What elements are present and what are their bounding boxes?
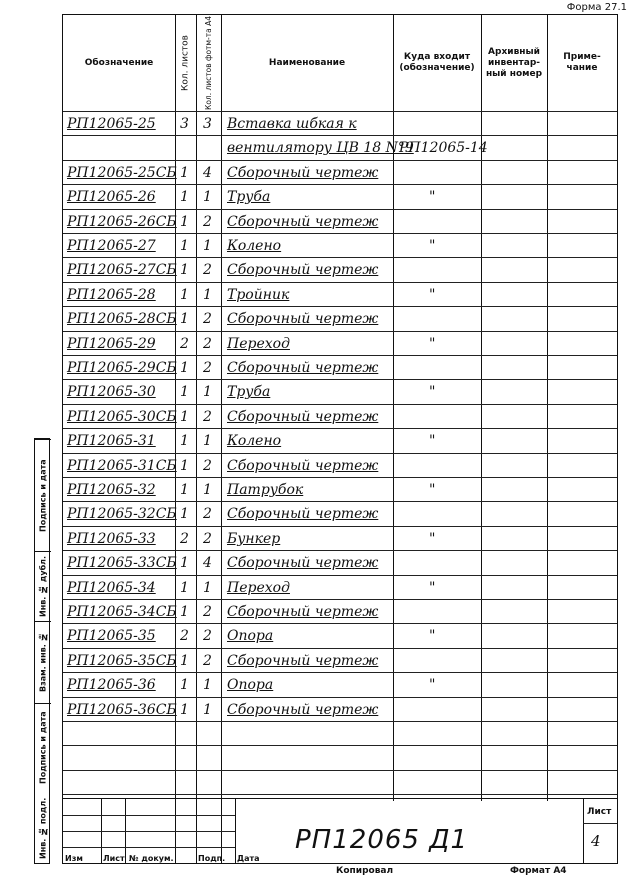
- document-frame: [62, 14, 618, 864]
- row-where-used: ": [429, 482, 436, 498]
- row-designation: РП12065-30СБ: [67, 408, 177, 425]
- side-label-signature-date-1: Подпись и дата: [35, 439, 51, 551]
- row-designation: РП12065-32: [67, 482, 156, 498]
- row-name: Сборочный чертеж: [227, 555, 379, 572]
- row-sheets-a4: 1: [203, 482, 212, 498]
- header-sheets-a4: Кол. листов фотм-та А4: [204, 16, 213, 111]
- stamp-header-date: Дата: [237, 854, 260, 863]
- row-name: Переход: [227, 335, 290, 352]
- row-name: Сборочный чертеж: [227, 506, 379, 523]
- row-designation: РП12065-32СБ: [67, 506, 177, 523]
- row-name: Переход: [227, 579, 290, 596]
- side-label-dup-inv: Инв. № дубл.: [35, 551, 51, 621]
- row-designation: РП12065-27СБ: [67, 262, 177, 279]
- row-where-used: ": [429, 335, 436, 352]
- row-name: Колено: [227, 238, 282, 254]
- row-sheets-a4: 1: [203, 286, 212, 303]
- row-name: Сборочный чертеж: [227, 604, 379, 620]
- row-name: Вставка шбкая к: [227, 116, 357, 132]
- row-name: Опора: [227, 628, 274, 645]
- row-sheets: 1: [180, 579, 189, 596]
- row-sheets-a4: 4: [203, 164, 212, 181]
- row-sheets: 1: [180, 433, 189, 450]
- header-note: Приме- чание: [563, 52, 601, 73]
- row-sheets-a4: 2: [203, 335, 212, 352]
- side-label-orig-inv: Инв. № подл.: [38, 797, 48, 859]
- row-name: Колено: [227, 433, 282, 450]
- header-where-used: Куда входит (обозначение): [399, 52, 475, 73]
- row-name: Сборочный чертеж: [227, 262, 379, 279]
- row-sheets-a4: 2: [203, 457, 212, 474]
- footer-format: Формат А4: [510, 866, 567, 876]
- row-sheets: 1: [180, 189, 189, 206]
- row-where-used: ": [429, 677, 436, 694]
- row-designation: РП12065-25СБ: [67, 164, 177, 181]
- stamp-header-sheet: Лист: [103, 854, 125, 863]
- row-sheets-a4: 1: [203, 701, 212, 718]
- row-name: Опора: [227, 677, 274, 694]
- row-sheets: 1: [180, 164, 189, 181]
- row-designation: РП12065-36СБ: [67, 701, 177, 718]
- row-designation: РП12065-29СБ: [67, 360, 177, 376]
- row-designation: РП12065-28: [67, 286, 156, 303]
- footer-copied: Копировал: [336, 866, 394, 876]
- row-sheets: 1: [180, 506, 189, 523]
- stamp-header-doc-no: № докум.: [129, 854, 174, 863]
- row-sheets: 1: [180, 262, 189, 279]
- side-label-signature-date-2: Подпись и дата: [35, 703, 51, 791]
- row-designation: РП12065-36: [67, 677, 156, 694]
- row-name: Патрубок: [227, 482, 304, 498]
- row-sheets-a4: 4: [203, 555, 212, 572]
- title-block: [63, 798, 617, 863]
- row-designation: РП12065-33СБ: [67, 555, 177, 572]
- row-sheets-a4: 1: [203, 433, 212, 450]
- row-name: Сборочный чертеж: [227, 164, 379, 181]
- stamp-header-sign: Подп.: [198, 854, 226, 863]
- sheet-label: Лист: [587, 807, 612, 817]
- row-where-used: ": [429, 628, 436, 645]
- row-sheets-a4: 2: [203, 530, 212, 547]
- row-sheets-a4: 2: [203, 213, 212, 230]
- header-designation: Обозначение: [84, 57, 154, 68]
- row-sheets: 1: [180, 555, 189, 572]
- sheet-number: 4: [591, 832, 601, 850]
- row-sheets-a4: 2: [203, 262, 212, 279]
- form-label: Форма 27.1: [566, 2, 627, 13]
- row-sheets-a4: 1: [203, 677, 212, 694]
- row-where-used: ": [429, 286, 436, 303]
- row-name: Тройник: [227, 286, 290, 303]
- row-sheets: 1: [180, 604, 189, 620]
- row-sheets: 1: [180, 384, 189, 401]
- row-sheets: 1: [180, 311, 189, 328]
- row-sheets: 1: [180, 286, 189, 303]
- row-designation: РП12065-26СБ: [67, 213, 177, 230]
- side-label-replace-inv: Взам. инв. №: [35, 621, 51, 703]
- row-name: Сборочный чертеж: [227, 408, 379, 425]
- row-name: Бункер: [227, 530, 281, 547]
- row-where-used: ": [429, 238, 436, 254]
- header-archive: Архивный инвентар- ный номер: [485, 46, 543, 79]
- row-sheets: 1: [180, 482, 189, 498]
- row-where-used: ": [429, 384, 436, 401]
- row-sheets-a4: 2: [203, 652, 212, 669]
- row-sheets-a4: 1: [203, 189, 212, 206]
- row-sheets: 1: [180, 677, 189, 694]
- row-designation: РП12065-27: [67, 238, 156, 254]
- row-where-used: ": [429, 189, 436, 206]
- row-designation: РП12065-26: [67, 189, 156, 206]
- row-sheets: 1: [180, 701, 189, 718]
- header-name: Наименование: [268, 57, 346, 68]
- row-designation: РП12065-29: [67, 335, 156, 352]
- row-name: Труба: [227, 189, 271, 206]
- document-code: РП12065 Д1: [295, 825, 469, 855]
- side-margin-block: [34, 438, 50, 864]
- row-name: Сборочный чертеж: [227, 701, 379, 718]
- row-sheets-a4: 2: [203, 506, 212, 523]
- row-sheets-a4: 2: [203, 628, 212, 645]
- row-sheets: 1: [180, 652, 189, 669]
- row-where-used: ": [429, 433, 436, 450]
- row-designation: РП12065-30: [67, 384, 156, 401]
- row-where-used: РП12065-14: [399, 140, 488, 157]
- row-sheets-a4: 1: [203, 238, 212, 254]
- row-name: Сборочный чертеж: [227, 213, 379, 230]
- row-designation: РП12065-35: [67, 628, 156, 645]
- row-name: вентилятору ЦВ 18 N°9: [227, 140, 414, 157]
- row-designation: РП12065-34: [67, 579, 156, 596]
- row-name: Сборочный чертеж: [227, 457, 379, 474]
- row-sheets-a4: 2: [203, 408, 212, 425]
- row-sheets-a4: 3: [203, 116, 212, 132]
- row-sheets: 1: [180, 238, 189, 254]
- row-sheets-a4: 2: [203, 604, 212, 620]
- row-sheets: 1: [180, 457, 189, 474]
- row-designation: РП12065-34СБ: [67, 604, 177, 620]
- row-designation: РП12065-33: [67, 530, 156, 547]
- row-sheets: 1: [180, 213, 189, 230]
- row-sheets: 1: [180, 408, 189, 425]
- row-name: Сборочный чертеж: [227, 652, 379, 669]
- row-sheets-a4: 1: [203, 579, 212, 596]
- row-sheets: 1: [180, 360, 189, 376]
- row-designation: РП12065-25: [67, 116, 156, 132]
- row-sheets: 3: [180, 116, 189, 132]
- row-designation: РП12065-28СБ: [67, 311, 177, 328]
- row-sheets-a4: 2: [203, 360, 212, 376]
- row-where-used: ": [429, 579, 436, 596]
- row-sheets-a4: 1: [203, 384, 212, 401]
- row-sheets: 2: [180, 628, 189, 645]
- stamp-header-change: Изм: [65, 854, 83, 863]
- row-where-used: ": [429, 530, 436, 547]
- header-sheets: Кол. листов: [180, 35, 191, 91]
- row-name: Труба: [227, 384, 271, 401]
- row-designation: РП12065-31СБ: [67, 457, 177, 474]
- row-name: Сборочный чертеж: [227, 360, 379, 376]
- row-sheets: 2: [180, 530, 189, 547]
- row-designation: РП12065-31: [67, 433, 156, 450]
- row-designation: РП12065-35СБ: [67, 652, 177, 669]
- row-name: Сборочный чертеж: [227, 311, 379, 328]
- row-sheets-a4: 2: [203, 311, 212, 328]
- row-sheets: 2: [180, 335, 189, 352]
